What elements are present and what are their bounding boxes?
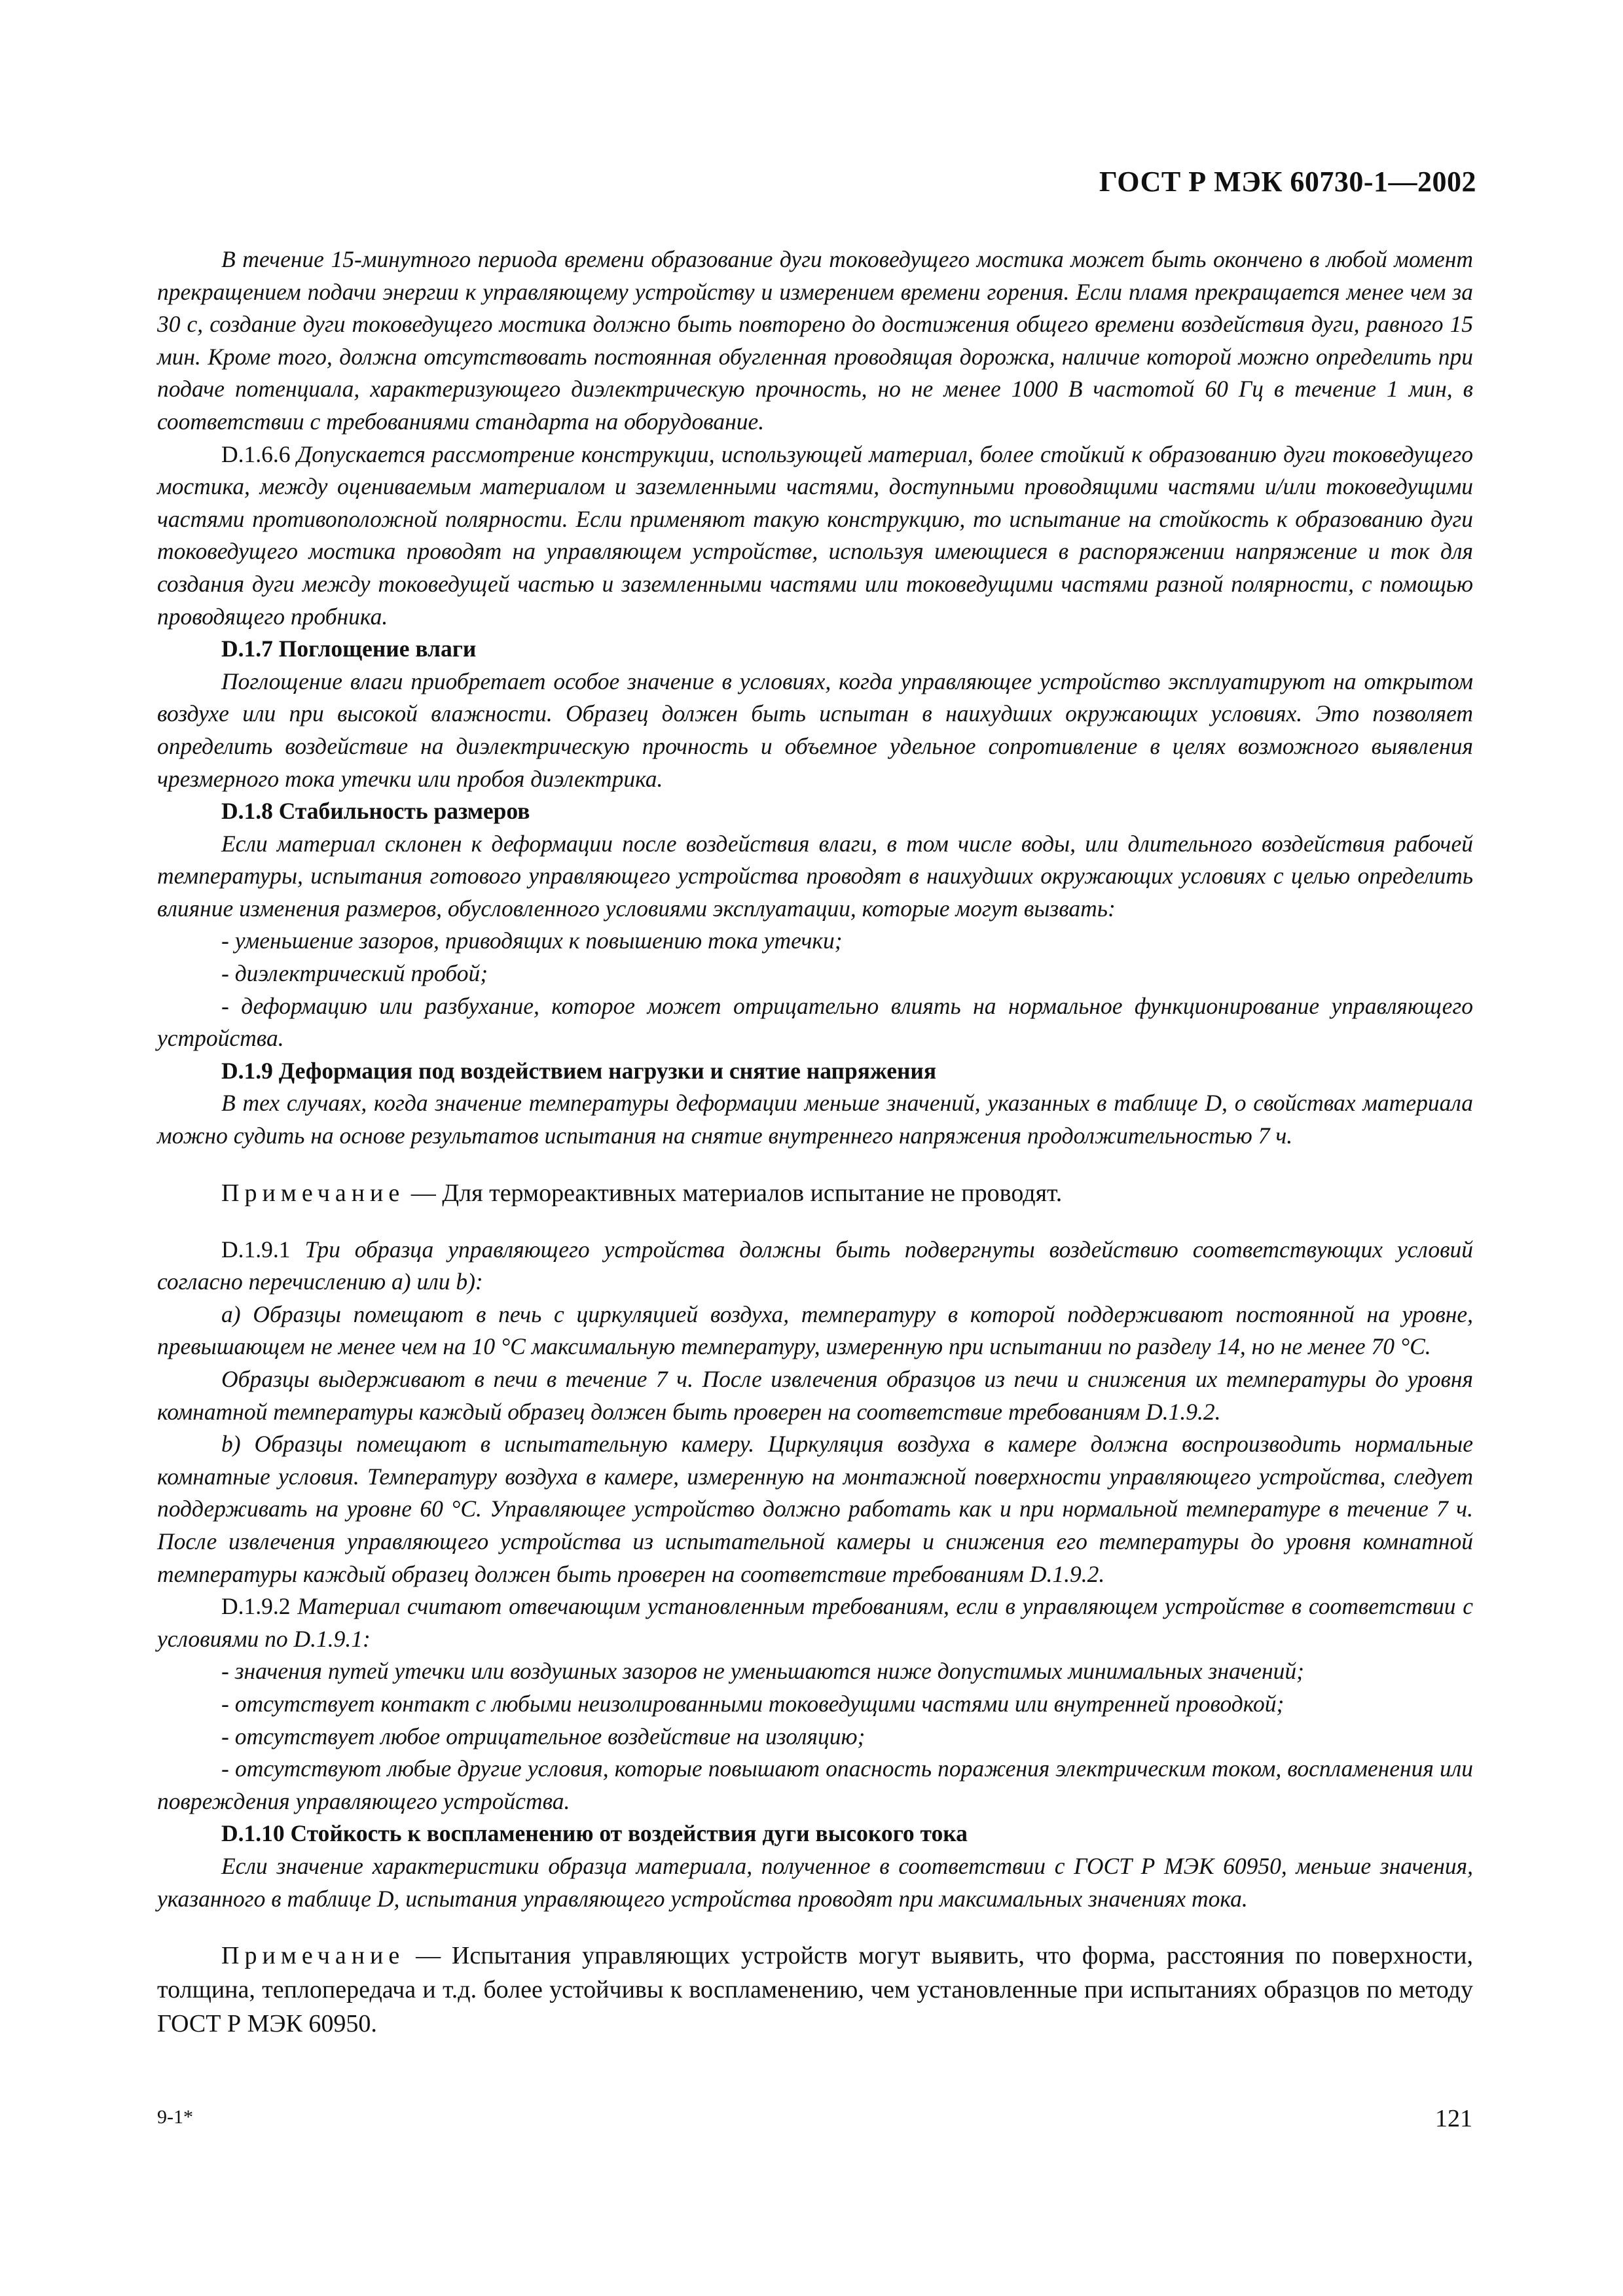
section-heading: D.1.9 Деформация под воздействием нагрузки и снятие напряжения xyxy=(221,1057,937,1084)
page-number: 121 xyxy=(1435,2105,1472,2132)
list-item: - значения путей утечки или воздушных зазоров не уменьшаются ниже допустимых минимальных значений; xyxy=(221,1658,1304,1685)
clause-number: D.1.6.6 xyxy=(221,440,291,467)
document-body xyxy=(157,243,1473,2064)
paragraph: D.1.9.1 Три образца управляющего устройства должны быть подвергнуты воздействию соответствующих условий согласно перечислению a) или b): xyxy=(157,1236,1474,1295)
list-item: - диэлектрический пробой; xyxy=(221,960,488,987)
list-item: - деформацию или разбухание, которое может отрицательно влиять на нормальное функционирование управляющего устройства. xyxy=(157,992,1473,1052)
section-heading: D.1.7 Поглощение влаги xyxy=(221,636,477,662)
paragraph: Образцы выдерживают в печи в течение 7 ч. После извлечения образцов из печи и снижения их температуры до уровня комнатной температуры каждый образец должен быть проверен на соответствие требованиям D.1.9.2. xyxy=(157,1366,1473,1425)
list-item: - уменьшение зазоров, приводящих к повышению тока утечки; xyxy=(221,927,843,954)
note-label: Примечание xyxy=(221,1942,405,1970)
paragraph: D.1.6.6 Допускается рассмотрение конструкции, использующей материал, более стойкий к образованию дуги токоведущего мостика, между оцениваемым материалом и заземленными частями, доступными проводящими частями и/или токоведущими частями противоположной полярности. Если применяют такую конструкцию, то испытание на стойкость к образованию дуги токоведущего мостика проводят на управляющем устройстве, используя имеющиеся в распоряжении напряжение и ток для создания дуги между токоведущей частью и заземленными частями или токоведущими частями разной полярности, с помощью проводящего пробника. xyxy=(157,440,1474,630)
list-item: - отсутствует контакт с любыми неизолированными токоведущими частями или внутренней проводкой; xyxy=(221,1690,1285,1717)
note: Примечание — Для термореактивных материалов испытание не проводят. xyxy=(221,1179,1063,1207)
clause-number: D.1.9.2 xyxy=(221,1593,291,1620)
section-heading: D.1.8 Стабильность размеров xyxy=(221,798,530,825)
paragraph: В течение 15-минутного периода времени образование дуги токоведущего мостика может быть окончено в любой момент прекращением подачи энергии к управляющему устройству и измерением времени горения. Если пламя прекращается менее чем за 30 с, создание дуги токоведущего мостика должно быть повторено до достижения общего времени воздействия дуги, равного 15 мин. Кроме того, должна отсутствовать постоянная обугленная проводящая дорожка, наличие которой можно определить при подаче потенциала, характеризующего диэлектрическую прочность, но не менее 1000 В частотой 60 Гц в течение 1 мин, в соответствии с требованиями стандарта на оборудование. xyxy=(157,246,1473,435)
paragraph: b) Образцы помещают в испытательную камеру. Циркуляция воздуха в камере должна воспроизводить нормальные комнатные условия. Температуру воздуха в камере, измеренную на монтажной поверхности управляющего устройства, следует поддерживать на уровне 60 °С. Управляющее устройство должно работать как и при нормальной температуре в течение 7 ч. После извлечения управляющего устройства из испытательной камеры и снижения его температуры до уровня комнатной температуры каждый образец должен быть проверен на соответствие требованиям D.1.9.2. xyxy=(157,1431,1473,1587)
paragraph: В тех случаях, когда значение температуры деформации меньше значений, указанных в таблице D, о свойствах материала можно судить на основе результатов испытания на снятие внутреннего напряжения продолжительностью 7 ч. xyxy=(157,1090,1473,1149)
list-item: - отсутствуют любые другие условия, которые повышают опасность поражения электрическим током, воспламенения или повреждения управляющего устройства. xyxy=(157,1755,1473,1814)
section-heading: D.1.10 Стойкость к воспламенению от воздействия дуги высокого тока xyxy=(221,1820,968,1847)
standard-header: ГОСТ Р МЭК 60730-1—2002 xyxy=(1099,166,1476,198)
paragraph: Если материал склонен к деформации после воздействия влаги, в том числе воды, или длительного воздействия рабочей температуры, испытания готового управляющего устройства проводят в наихудших окружающих условиях с целью определить влияние изменения размеров, обусловленного условиями эксплуатации, которые могут вызвать: xyxy=(157,830,1473,922)
paragraph: D.1.9.2 Материал считают отвечающим установленным требованиям, если в управляющем устройстве в соответствии с условиями по D.1.9.1: xyxy=(157,1593,1474,1652)
note-label: Примечание xyxy=(221,1179,405,1207)
paragraph: a) Образцы помещают в печь с циркуляцией воздуха, температуру в которой поддерживают постоянной на уровне, превышающем не менее чем на 10 °С максимальную температуру, измеренную при испытании по разделу 14, но не менее 70 °С. xyxy=(157,1300,1473,1360)
clause-number: D.1.9.1 xyxy=(221,1236,291,1263)
list-item: - отсутствует любое отрицательное воздействие на изоляцию; xyxy=(221,1723,866,1749)
sheet-mark: 9-1* xyxy=(157,2106,193,2128)
note: Примечание — Испытания управляющих устройств могут выявить, что форма, расстояния по поверхности, толщина, теплопередача и т.д. более устойчивы к воспламенению, чем установленные при испытаниях образцов по методу ГОСТ Р МЭК 60950. xyxy=(157,1942,1473,2038)
paragraph: Если значение характеристики образца материала, полученное в соответствии с ГОСТ Р МЭК 60950, меньше значения, указанного в таблице D, испытания управляющего устройства проводят при максимальных значениях тока. xyxy=(157,1852,1473,1912)
paragraph: Поглощение влаги приобретает особое значение в условиях, когда управляющее устройство эксплуатируют на открытом воздухе или при высокой влажности. Образец должен быть испытан в наихудших окружающих условиях. Это позволяет определить воздействие на диэлектрическую прочность и объемное удельное сопротивление в целях возможного выявления чрезмерного тока утечки или пробоя диэлектрика. xyxy=(157,668,1473,792)
